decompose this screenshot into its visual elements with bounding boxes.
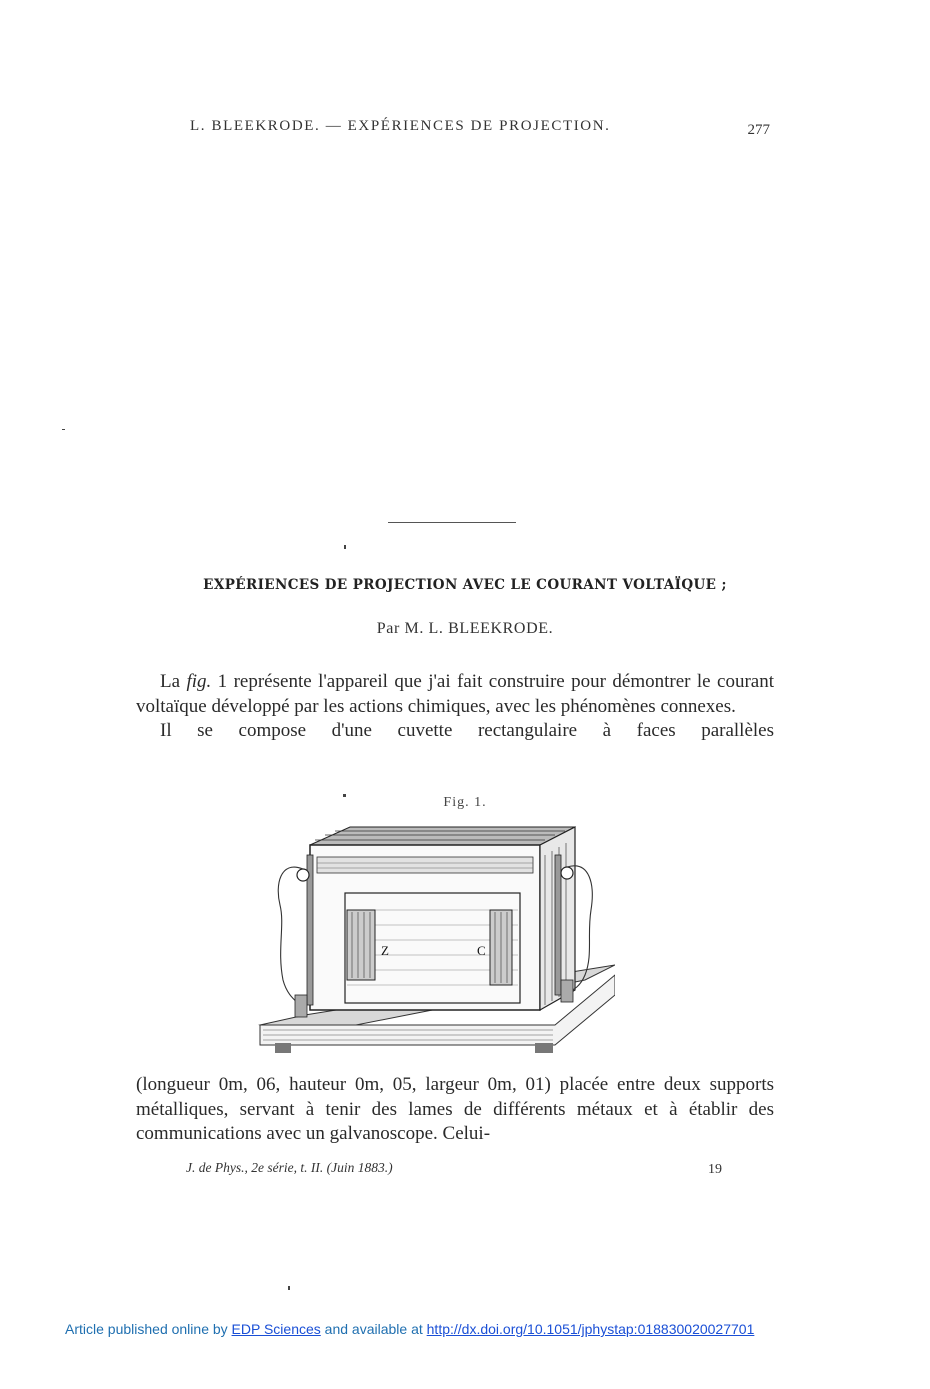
scan-speck — [288, 1286, 290, 1290]
para1-prefix: La — [160, 671, 187, 692]
scan-speck — [62, 429, 65, 430]
publisher-prefix: Article published online by — [65, 1321, 232, 1337]
publisher-line — [65, 1321, 754, 1337]
fig-reference: fig. — [186, 671, 212, 692]
apparatus-figure — [255, 815, 615, 1060]
para1-rest: 1 représente l'appareil que j'ai fait construire pour démontrer le courant voltaïque développé par les actions chimiques, avec les phénomènes connexes. — [136, 671, 774, 717]
figure-caption: Fig. 1. — [443, 795, 487, 810]
page-number: 277 — [747, 122, 770, 138]
publisher-link[interactable]: EDP Sciences — [231, 1321, 321, 1337]
section-rule — [388, 522, 516, 523]
running-head-title: L. BLEEKRODE. — EXPÉRIENCES DE PROJECTION. — [190, 118, 611, 134]
article-title: EXPÉRIENCES DE PROJECTION AVEC LE COURANT VOLTAÏQUE ; — [203, 577, 727, 593]
paragraph-1 — [136, 670, 774, 719]
article-byline: Par M. L. BLEEKRODE. — [376, 620, 554, 637]
paragraph-3: (longueur 0m, 06, hauteur 0m, 05, largeur 0m, 01) placée entre deux supports métalliques, servant à tenir des lames de différents métaux et à établir des communications avec un galvanoscope. Celui- — [136, 1074, 774, 1144]
signature-mark: 19 — [708, 1162, 722, 1177]
plate-label-c: C — [477, 943, 486, 958]
body-continuation — [136, 1073, 774, 1147]
journal-reference: J. de Phys., 2e série, t. II. (Juin 1883.) — [186, 1160, 393, 1175]
doi-link[interactable]: http://dx.doi.org/10.1051/jphystap:018830020027701 — [426, 1321, 755, 1337]
paragraph-2: Il se compose d'une cuvette rectangulaire à faces parallèles — [160, 720, 774, 741]
plate-label-z: Z — [381, 943, 389, 958]
publisher-middle: and available at — [320, 1321, 427, 1337]
scan-speck — [344, 545, 346, 549]
body-paragraphs — [136, 670, 774, 744]
